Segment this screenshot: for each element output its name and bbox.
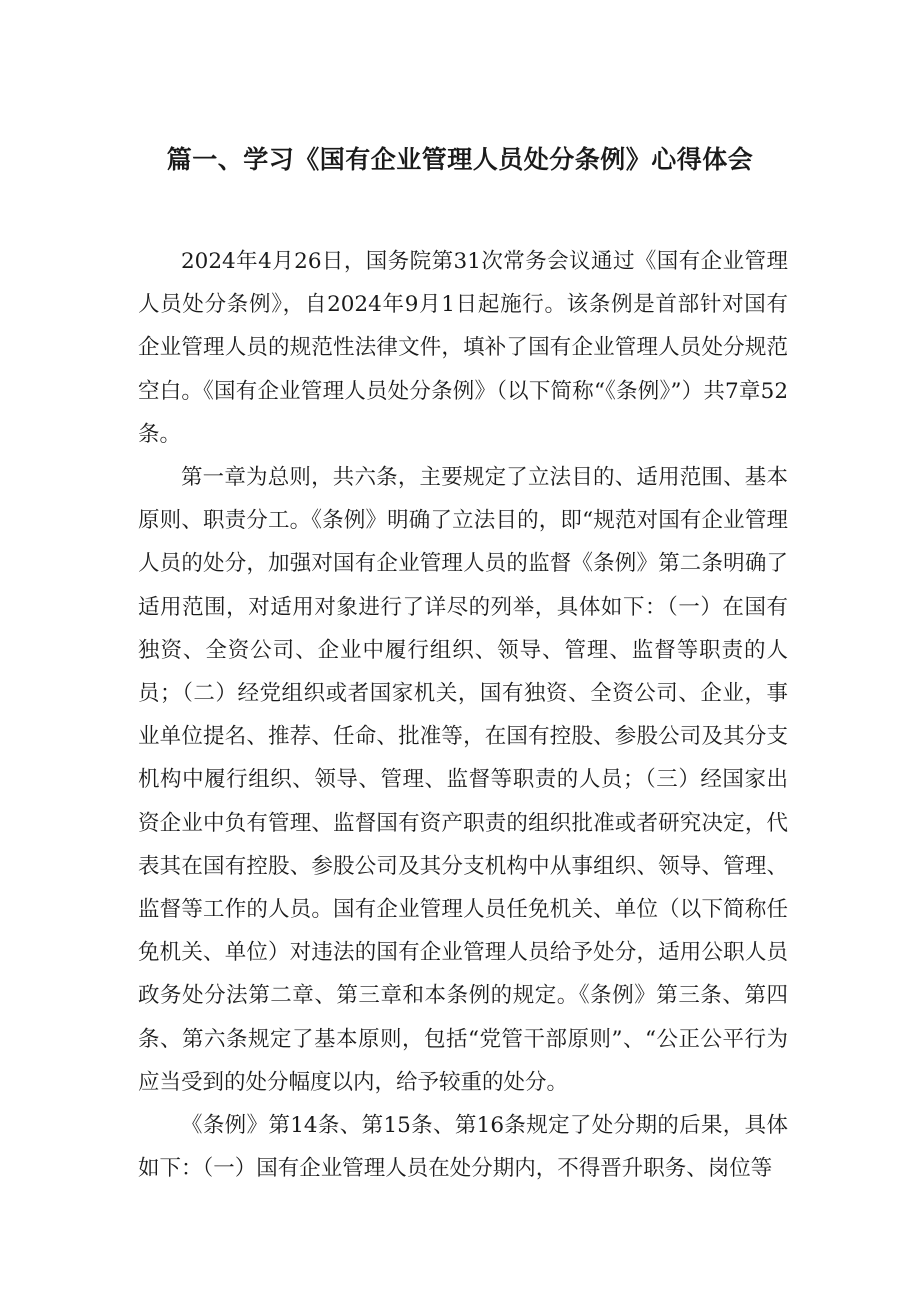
- document-body: [138, 240, 788, 1190]
- document-title: 篇一、学习《国有企业管理人员处分条例》心得体会: [166, 145, 754, 174]
- paragraph-3: 《条例》第14条、第15条、第16条规定了处分期的后果，具体如下：（一）国有企业管理人员在处分期内，不得晋升职务、岗位等: [138, 1113, 788, 1182]
- paragraph-2: 第一章为总则，共六条，主要规定了立法目的、适用范围、基本原则、职责分工。《条例》明确了立法目的，即“规范对国有企业管理人员的处分，加强对国有企业管理人员的监督《条例》第二条明确了适用范围，对适用对象进行了详尽的列举，具体如下：（一）在国有独资、全资公司、企业中履行组织、领导、管理、监督等职责的人员；（二）经党组织或者国家机关，国有独资、全资公司、企业，事业单位提名、推荐、任命、批准等，在国有控股、参股公司及其分支机构中履行组织、领导、管理、监督等职责的人员；（三）经国家出资企业中负有管理、监督国有资产职责的组织批准或者研究决定，代表其在国有控股、参股公司及其分支机构中从事组织、领导、管理、监督等工作的人员。国有企业管理人员任免机关、单位（以下简称任免机关、单位）对违法的国有企业管理人员给予处分，适用公职人员政务处分法第二章、第三章和本条例的规定。《条例》第三条、第四条、第六条规定了基本原则，包括“党管干部原则”、“公正公平行为应当受到的处分幅度以内，给予较重的处分。: [138, 465, 788, 1095]
- paragraph-1: 2024年4月26日，国务院第31次常务会议通过《国有企业管理人员处分条例》，自2024年9月1日起施行。该条例是首部针对国有企业管理人员的规范性法律文件，填补了国有企业管理人员处分规范空白。《国有企业管理人员处分条例》（以下简称“《条例》”）共7章52条。: [138, 249, 788, 447]
